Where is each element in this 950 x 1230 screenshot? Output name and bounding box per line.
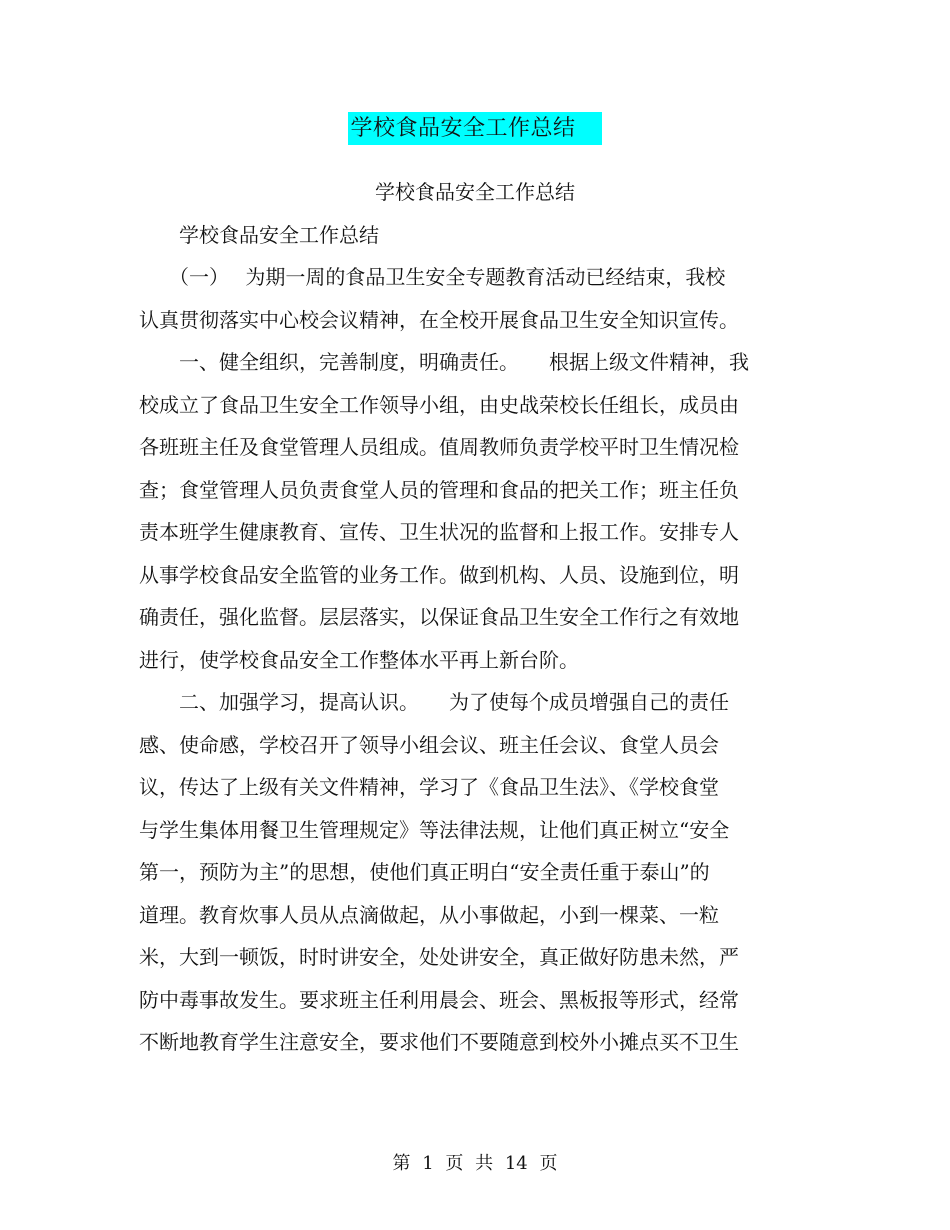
body-line: 确责任，强化监督。层层落实，以保证食品卫生安全工作行之有效地 bbox=[139, 605, 739, 629]
body-line: 感、使命感，学校召开了领导小组会议、班主任会议、食堂人员会 bbox=[139, 733, 719, 757]
body-line: 认真贯彻落实中心校会议精神，在全校开展食品卫生安全知识宣传。 bbox=[139, 308, 739, 332]
title-wrapper bbox=[0, 112, 950, 145]
body-line: 各班班主任及食堂管理人员组成。值周教师负责学校平时卫生情况检 bbox=[139, 435, 739, 459]
body-line: 议，传达了上级有关文件精神，学习了《食品卫生法》、《学校食堂 bbox=[139, 775, 719, 799]
body-line: 防中毒事故发生。要求班主任利用晨会、班会、黑板报等形式，经常 bbox=[139, 988, 739, 1012]
page-number-footer: 第 1 页 共 14 页 bbox=[392, 1153, 558, 1174]
body-line: 责本班学生健康教育、宣传、卫生状况的监督和上报工作。安排专人 bbox=[139, 520, 739, 544]
body-line: 学校食品安全工作总结 bbox=[139, 223, 379, 247]
body-line: 校成立了食品卫生安全工作领导小组，由史战荣校长任组长，成员由 bbox=[139, 393, 739, 417]
body-line: 进行，使学校食品安全工作整体水平再上新台阶。 bbox=[139, 648, 579, 672]
body-line: 一、健全组织，完善制度，明确责任。 根据上级文件精神，我 bbox=[139, 350, 749, 374]
body-line: 不断地教育学生注意安全，要求他们不要随意到校外小摊点买不卫生 bbox=[139, 1030, 739, 1054]
body-line: 从事学校食品安全监管的业务工作。做到机构、人员、设施到位，明 bbox=[139, 563, 739, 587]
body-line: （一） 为期一周的食品卫生安全专题教育活动已经结束，我校 bbox=[139, 265, 726, 289]
body-line: 道理。教育炊事人员从点滴做起，从小事做起，小到一棵菜、一粒 bbox=[139, 903, 719, 927]
document-subtitle: 学校食品安全工作总结 bbox=[375, 180, 575, 204]
body-line: 第一，预防为主”的思想，使他们真正明白“安全责任重于泰山”的 bbox=[139, 860, 710, 884]
document-title: 学校食品安全工作总结 bbox=[348, 112, 601, 145]
body-line: 查；食堂管理人员负责食堂人员的管理和食品的把关工作；班主任负 bbox=[139, 478, 739, 502]
body-line: 米，大到一顿饭，时时讲安全，处处讲安全，真正做好防患未然，严 bbox=[139, 945, 739, 969]
body-line: 二、加强学习，提高认识。 为了使每个成员增强自己的责任 bbox=[139, 690, 729, 714]
body-line: 与学生集体用餐卫生管理规定》等法律法规，让他们真正树立“安全 bbox=[139, 818, 730, 842]
